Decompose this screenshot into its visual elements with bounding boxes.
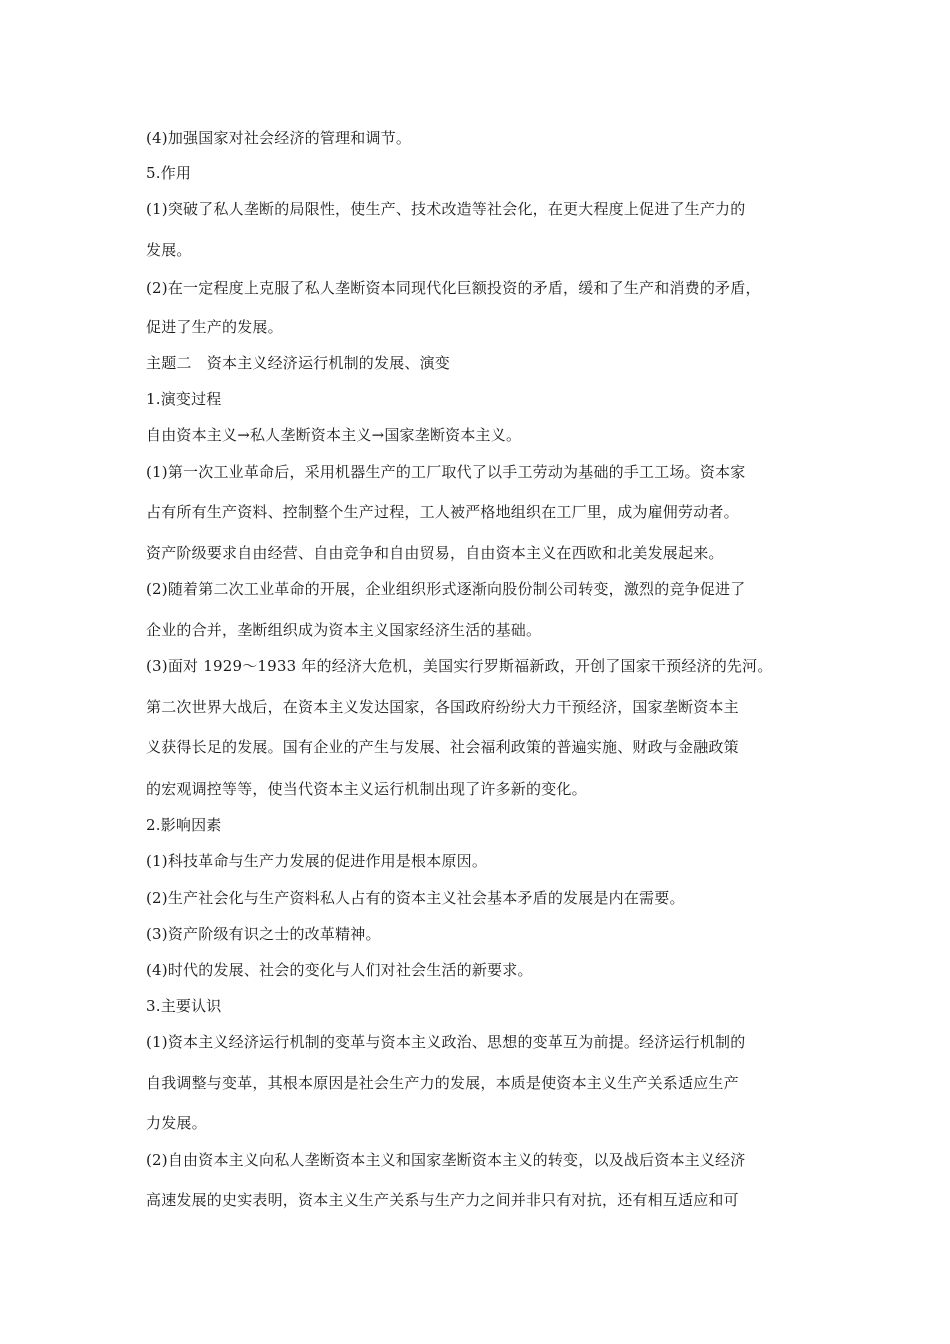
text-line: (2)在一定程度上克服了私人垄断资本同现代化巨额投资的矛盾，缓和了生产和消费的矛盾， [146,279,761,297]
topic-heading: 主题二 资本主义经济运行机制的发展、演变 [146,354,451,372]
section-heading: 5.作用 [146,164,192,182]
text-line: 义获得长足的发展。国有企业的产生与发展、社会福利政策的普遍实施、财政与金融政策 [146,738,739,756]
text-line: (3)面对 1929～1933 年的经济大危机，美国实行罗斯福新政，开创了国家干预经济的先河。 [146,657,773,675]
text-line: (2)生产社会化与生产资料私人占有的资本主义社会基本矛盾的发展是内在需要。 [146,889,685,907]
text-line: (2)随着第二次工业革命的开展，企业组织形式逐渐向股份制公司转变，激烈的竞争促进了 [146,580,746,598]
text-line: 高速发展的史实表明，资本主义生产关系与生产力之间并非只有对抗，还有相互适应和可 [146,1191,739,1209]
text-line: 自我调整与变革，其根本原因是社会生产力的发展，本质是使资本主义生产关系适应生产 [146,1074,739,1092]
text-line: 促进了生产的发展。 [146,318,283,336]
text-line: (1)资本主义经济运行机制的变革与资本主义政治、思想的变革互为前提。经济运行机制的 [146,1033,746,1051]
text-line: (1)科技革命与生产力发展的促进作用是根本原因。 [146,852,488,870]
text-line: (3)资产阶级有识之士的改革精神。 [146,925,381,943]
text-line: (2)自由资本主义向私人垄断资本主义和国家垄断资本主义的转变，以及战后资本主义经济 [146,1151,746,1169]
text-line: 力发展。 [146,1114,207,1132]
section-heading: 1.演变过程 [146,390,222,408]
text-line: (1)突破了私人垄断的局限性，使生产、技术改造等社会化，在更大程度上促进了生产力的 [146,200,746,218]
text-line: 发展。 [146,241,192,259]
text-line: (1)第一次工业革命后，采用机器生产的工厂取代了以手工劳动为基础的手工工场。资本家 [146,463,746,481]
text-line: (4)加强国家对社会经济的管理和调节。 [146,129,412,147]
text-line: 资产阶级要求自由经营、自由竞争和自由贸易，自由资本主义在西欧和北美发展起来。 [146,544,724,562]
text-line: (4)时代的发展、社会的变化与人们对社会生活的新要求。 [146,961,533,979]
text-line: 第二次世界大战后，在资本主义发达国家，各国政府纷纷大力干预经济，国家垄断资本主 [146,698,739,716]
text-line: 自由资本主义→私人垄断资本主义→国家垄断资本主义。 [146,426,522,444]
text-line: 占有所有生产资料、控制整个生产过程，工人被严格地组织在工厂里，成为雇佣劳动者。 [146,503,739,521]
text-line: 企业的合并，垄断组织成为资本主义国家经济生活的基础。 [146,621,542,639]
section-heading: 2.影响因素 [146,816,222,834]
text-line: 的宏观调控等等，使当代资本主义运行机制出现了许多新的变化。 [146,780,587,798]
section-heading: 3.主要认识 [146,997,222,1015]
